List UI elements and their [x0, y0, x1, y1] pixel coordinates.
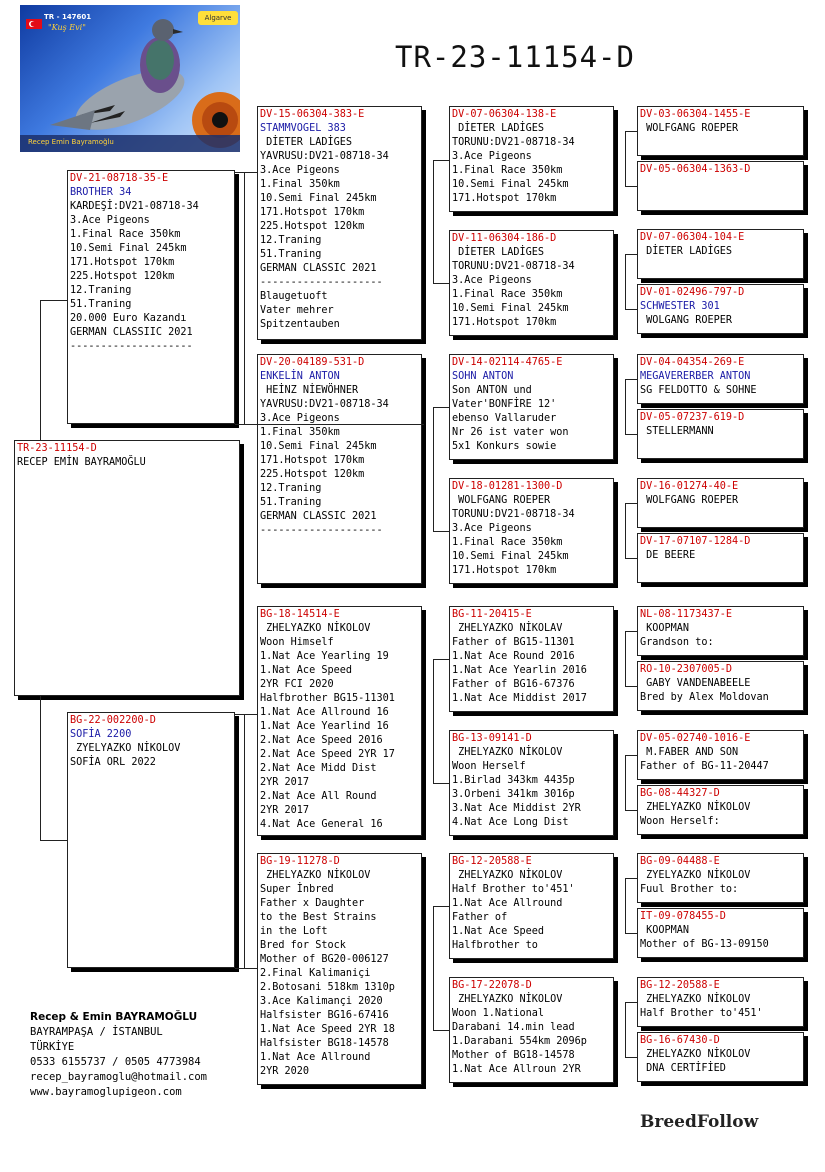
logo-band-text: TR - 147601 — [44, 13, 92, 21]
info-line: ZHELYAZKO NİKOLAV — [452, 623, 563, 634]
info-line: 10.Semi Final 245km — [452, 179, 569, 190]
connector-line — [625, 755, 637, 756]
info-line: ZYELYAZKO NİKOLOV — [640, 870, 751, 881]
info-line: 171.Hotspot 170km — [70, 257, 175, 268]
info-line: DNA CERTİFİED — [640, 1063, 726, 1074]
brand-label: BreedFollow — [640, 1112, 759, 1132]
info-line: Woon Herself: — [640, 816, 720, 827]
info-line: 1.Nat Ace Yearling 19 — [260, 651, 389, 662]
ring-number: DV-16-01274-40-E — [640, 481, 739, 492]
ring-number: BG-11-20415-E — [452, 609, 532, 620]
pedigree-box-gg-grandparent[interactable] — [637, 354, 804, 404]
info-line: 2YR 2017 — [260, 805, 310, 816]
info-line: 4.Nat Ace Long Dist — [452, 817, 569, 828]
pigeon-name: ENKELİN ANTON — [260, 371, 340, 382]
info-line: 1.Nat Ace Allround — [260, 1052, 371, 1063]
info-line: Vater mehrer — [260, 305, 334, 316]
info-line: 10.Semi Final 245km — [452, 551, 569, 562]
connector-line — [625, 558, 637, 559]
pedigree-box-dam[interactable] — [67, 712, 235, 968]
info-line: Halfbrother to — [452, 940, 538, 951]
info-line: Halfbrother BG15-11301 — [260, 693, 395, 704]
pedigree-box-gg-grandparent[interactable] — [637, 908, 804, 958]
info-line: 1.Nat Ace Allround — [452, 898, 563, 909]
info-line: 3.Ace Pigeons — [260, 165, 340, 176]
info-line: ebenso Vallaruder — [452, 413, 557, 424]
info-line: 1.Nat Ace Yearlind 16 — [260, 721, 389, 732]
connector-line — [40, 300, 67, 301]
info-line: GERMAN CLASSIC 2021 — [260, 511, 377, 522]
ring-number: RO-10-2307005-D — [640, 664, 733, 675]
info-line: 225.Hotspot 120km — [260, 469, 365, 480]
info-line: 1.Nat Ace Speed 2YR 18 — [260, 1024, 395, 1035]
info-line: ZHELYAZKO NİKOLOV — [260, 623, 371, 634]
info-line: 2YR FCI 2020 — [260, 679, 334, 690]
info-line: TORUNU:DV21-08718-34 — [452, 137, 575, 148]
info-line: -------------------- — [260, 277, 383, 288]
pedigree-box-sire[interactable] — [67, 170, 235, 424]
info-line: 3.Ace Kalimançi 2020 — [260, 996, 383, 1007]
info-line: 1.Darabani 554km 2096p — [452, 1036, 587, 1047]
info-line: 12.Traning — [260, 483, 322, 494]
info-line: Super İnbred — [260, 884, 334, 895]
ring-number: BG-22-002200-D — [70, 715, 156, 726]
info-line: 1.Nat Ace Speed — [260, 665, 353, 676]
info-line: Grandson to: — [640, 637, 714, 648]
connector-line — [625, 1002, 637, 1003]
info-line: DİETER LADİGES — [260, 137, 353, 148]
info-line: DİETER LADİGES — [452, 123, 545, 134]
pedigree-box-gg-grandparent[interactable] — [637, 1032, 804, 1082]
info-line: 3.Nat Ace Middist 2YR — [452, 803, 581, 814]
info-line: TORUNU:DV21-08718-34 — [452, 509, 575, 520]
info-line: Mother of BG20-006127 — [260, 954, 389, 965]
info-line: Fuul Brother to: — [640, 884, 739, 895]
connector-line — [625, 131, 626, 186]
pedigree-box-great-grandparent[interactable] — [449, 606, 614, 712]
pedigree-box-gg-grandparent[interactable] — [637, 977, 804, 1027]
pedigree-box-gg-grandparent[interactable] — [637, 785, 804, 835]
connector-line — [433, 659, 449, 660]
info-line: Woon Herself — [452, 761, 526, 772]
pigeon-name: SOFİA 2200 — [70, 729, 132, 740]
info-line: TORUNU:DV21-08718-34 — [452, 261, 575, 272]
ring-number: BG-16-67430-D — [640, 1035, 720, 1046]
owner-name: Recep & Emin BAYRAMOĞLU — [30, 1011, 198, 1023]
pedigree-box-gg-grandparent[interactable] — [637, 106, 804, 156]
info-line: 171.Hotspot 170km — [260, 207, 365, 218]
info-line: 1.Final 350km — [260, 179, 340, 190]
info-line: STELLERMANN — [640, 426, 714, 437]
info-line: 20.000 Euro Kazandı — [70, 313, 187, 324]
info-line: 1.Nat Ace Allroun 2YR — [452, 1064, 581, 1075]
ring-number: BG-19-11278-D — [260, 856, 340, 867]
connector-line — [625, 434, 637, 435]
connector-line — [433, 906, 449, 907]
pedigree-box-great-grandparent[interactable] — [449, 730, 614, 836]
pedigree-box-great-grandparent[interactable] — [449, 478, 614, 584]
info-line: 51.Traning — [70, 299, 132, 310]
info-line: 10.Semi Final 245km — [70, 243, 187, 254]
info-line: GABY VANDENABEELE — [640, 678, 751, 689]
ring-number: DV-15-06304-383-E — [260, 109, 365, 120]
pedigree-box-gg-grandparent[interactable] — [637, 229, 804, 279]
connector-line — [625, 254, 637, 255]
info-line: ZHELYAZKO NİKOLOV — [640, 802, 751, 813]
info-line: GERMAN CLASSIIC 2021 — [70, 327, 193, 338]
pedigree-box-grandparent[interactable] — [257, 354, 422, 584]
owner-contact — [30, 1010, 207, 1100]
pedigree-box-great-grandparent[interactable] — [449, 853, 614, 959]
info-line: 171.Hotspot 170km — [452, 193, 557, 204]
connector-line — [40, 696, 41, 840]
ring-number: DV-18-01281-1300-D — [452, 481, 563, 492]
ring-number: NL-08-1173437-E — [640, 609, 733, 620]
owner-city: BAYRAMPAŞA / İSTANBUL — [30, 1026, 163, 1038]
info-line: YAVRUSU:DV21-08718-34 — [260, 399, 389, 410]
connector-line — [433, 659, 434, 783]
info-line: ZHELYAZKO NİKOLOV — [452, 994, 563, 1005]
ring-number: DV-01-02496-797-D — [640, 287, 745, 298]
pedigree-box-great-grandparent[interactable] — [449, 230, 614, 336]
ring-number: IT-09-078455-D — [640, 911, 726, 922]
info-line: 225.Hotspot 120km — [70, 271, 175, 282]
info-line: Father of — [452, 912, 508, 923]
pedigree-box-gg-grandparent[interactable] — [637, 409, 804, 459]
connector-line — [433, 906, 434, 1030]
info-line: 2.Nat Ace Speed 2016 — [260, 735, 383, 746]
connector-line — [433, 160, 434, 283]
ring-number: BG-12-20588-E — [640, 980, 720, 991]
info-line: SOFİA ORL 2022 — [70, 757, 156, 768]
ring-number: BG-18-14514-E — [260, 609, 340, 620]
info-line: ZHELYAZKO NİKOLOV — [640, 1049, 751, 1060]
info-line: Mother of BG18-14578 — [452, 1050, 575, 1061]
pedigree-box-gg-grandparent[interactable] — [637, 284, 804, 334]
info-line: -------------------- — [260, 525, 383, 536]
connector-line — [625, 933, 637, 934]
info-line: 1.Birlad 343km 4435p — [452, 775, 575, 786]
ring-number: DV-07-06304-138-E — [452, 109, 557, 120]
info-line: -------------------- — [70, 341, 193, 352]
info-line: ZHELYAZKO NİKOLOV — [260, 870, 371, 881]
info-line: ZYELYAZKO NİKOLOV — [70, 743, 181, 754]
pedigree-box-gg-grandparent[interactable] — [637, 478, 804, 528]
pedigree-box-grandparent[interactable] — [257, 853, 422, 1085]
info-line: 1.Final Race 350km — [70, 229, 181, 240]
ring-number: BG-08-44327-D — [640, 788, 720, 799]
ring-number: DV-17-07107-1284-D — [640, 536, 751, 547]
connector-line — [235, 172, 257, 173]
ring-number: DV-04-04354-269-E — [640, 357, 745, 368]
info-line: 1.Nat Ace Round 2016 — [452, 651, 575, 662]
connector-line — [433, 531, 449, 532]
pigeon-name: SOHN ANTON — [452, 371, 514, 382]
info-line: 3.Ace Pigeons — [452, 151, 532, 162]
connector-line — [625, 131, 637, 132]
connector-line — [433, 1030, 449, 1031]
ring-number: DV-11-06304-186-D — [452, 233, 557, 244]
page-title: TR-23-11154-D — [395, 40, 635, 74]
pedigree-box-grandparent[interactable] — [257, 606, 422, 836]
owner-country: TÜRKİYE — [30, 1041, 75, 1053]
connector-line — [235, 968, 257, 969]
connector-line — [625, 755, 626, 810]
pedigree-box-great-grandparent[interactable] — [449, 977, 614, 1083]
connector-line — [625, 379, 637, 380]
info-line: to the Best Strains — [260, 912, 377, 923]
info-line: 51.Traning — [260, 497, 322, 508]
info-line: RECEP EMİN BAYRAMOĞLU — [17, 457, 146, 468]
info-line: 1.Nat Ace Speed — [452, 926, 545, 937]
info-line: 2.Nat Ace Midd Dist — [260, 763, 377, 774]
pedigree-box-great-grandparent[interactable] — [449, 354, 614, 460]
info-line: 10.Semi Final 245km — [260, 193, 377, 204]
info-line: ZHELYAZKO NİKOLOV — [640, 994, 751, 1005]
info-line: HEİNZ NİEWÖHNER — [260, 385, 359, 396]
connector-line — [433, 783, 449, 784]
info-line: 12.Traning — [70, 285, 132, 296]
connector-line — [244, 714, 245, 968]
info-line: 51.Traning — [260, 249, 322, 260]
info-line: Half Brother to'451' — [640, 1008, 763, 1019]
info-line: Nr 26 ist vater won — [452, 427, 569, 438]
info-line: 225.Hotspot 120km — [260, 221, 365, 232]
info-line: 3.Ace Pigeons — [452, 275, 532, 286]
connector-line — [625, 810, 637, 811]
pigeon-name: STAMMVOGEL 383 — [260, 123, 346, 134]
ring-number: BG-17-22078-D — [452, 980, 532, 991]
info-line: KOOPMAN — [640, 925, 690, 936]
info-line: 1.Nat Ace Allround 16 — [260, 707, 389, 718]
info-line: Vater'BONFİRE 12' — [452, 399, 557, 410]
info-line: 4.Nat Ace General 16 — [260, 819, 383, 830]
ring-number: BG-12-20588-E — [452, 856, 532, 867]
connector-line — [433, 283, 449, 284]
info-line: 3.Ace Pigeons — [452, 523, 532, 534]
logo-region-badge: Algarve — [198, 11, 238, 25]
connector-line — [625, 878, 637, 879]
ring-number: DV-07-06304-104-E — [640, 232, 745, 243]
info-line: 171.Hotspot 170km — [452, 317, 557, 328]
ring-number: DV-05-02740-1016-E — [640, 733, 751, 744]
info-line: 2YR 2017 — [260, 777, 310, 788]
info-line: 2.Nat Ace All Round — [260, 791, 377, 802]
info-line: KOOPMAN — [640, 623, 690, 634]
info-line: Halfsister BG18-14578 — [260, 1038, 389, 1049]
connector-line — [625, 878, 626, 933]
connector-line — [625, 1057, 637, 1058]
info-line: Mother of BG-13-09150 — [640, 939, 769, 950]
info-line: 2YR 2020 — [260, 1066, 310, 1077]
info-line: 171.Hotspot 170km — [260, 455, 365, 466]
connector-line — [433, 160, 449, 161]
connector-line — [625, 503, 637, 504]
pedigree-box-grandparent[interactable] — [257, 106, 422, 340]
owner-phone: 0533 6155737 / 0505 4773984 — [30, 1056, 201, 1068]
info-line: Bred for Stock — [260, 940, 346, 951]
loft-logo — [20, 5, 240, 152]
info-line: ZHELYAZKO NİKOLOV — [452, 870, 563, 881]
ring-number: DV-21-08718-35-E — [70, 173, 169, 184]
info-line: Father x Daughter — [260, 898, 365, 909]
info-line: WOLFGANG ROEPER — [452, 495, 551, 506]
ring-number: DV-05-06304-1363-D — [640, 164, 751, 175]
connector-line — [40, 300, 41, 440]
info-line: YAVRUSU:DV21-08718-34 — [260, 151, 389, 162]
ring-number: DV-05-07237-619-D — [640, 412, 745, 423]
info-line: Father of BG16-67376 — [452, 679, 575, 690]
info-line: Bred by Alex Moldovan — [640, 692, 769, 703]
info-line: Blaugetuoft — [260, 291, 328, 302]
info-line: 3.Ace Pigeons — [260, 413, 340, 424]
info-line: Darabani 14.min lead — [452, 1022, 575, 1033]
info-line: Spitzentauben — [260, 319, 340, 330]
info-line: Woon Himself — [260, 637, 334, 648]
info-line: SG FELDOTTO & SOHNE — [640, 385, 757, 396]
connector-line — [625, 631, 637, 632]
ring-number: DV-14-02114-4765-E — [452, 357, 563, 368]
info-line: WOLFGANG ROEPER — [640, 123, 739, 134]
connector-line — [235, 424, 424, 425]
info-line: 1.Final 350km — [260, 427, 340, 438]
info-line: 1.Nat Ace Yearlin 2016 — [452, 665, 587, 676]
info-line: in the Loft — [260, 926, 328, 937]
connector-line — [625, 186, 637, 187]
info-line: KARDEŞİ:DV21-08718-34 — [70, 201, 199, 212]
info-line: Half Brother to'451' — [452, 884, 575, 895]
info-line: 1.Nat Ace Middist 2017 — [452, 693, 587, 704]
info-line: Woon 1.National — [452, 1008, 545, 1019]
pedigree-box-great-grandparent[interactable] — [449, 106, 614, 212]
info-line: DE BEERE — [640, 550, 696, 561]
info-line: ZHELYAZKO NİKOLOV — [452, 747, 563, 758]
info-line: 171.Hotspot 170km — [452, 565, 557, 576]
connector-line — [625, 503, 626, 558]
info-line: 2.Botosani 518km 1310p — [260, 982, 395, 993]
pigeon-name: SCHWESTER 301 — [640, 301, 720, 312]
ring-number: DV-20-04189-531-D — [260, 357, 365, 368]
info-line: 1.Final Race 350km — [452, 289, 563, 300]
info-line: GERMAN CLASSIC 2021 — [260, 263, 377, 274]
info-line: 2.Nat Ace Speed 2YR 17 — [260, 749, 395, 760]
connector-line — [625, 686, 637, 687]
info-line: Father of BG-11-20447 — [640, 761, 769, 772]
ring-number: TR-23-11154-D — [17, 443, 97, 454]
logo-bottom-text: Recep Emin Bayramoğlu — [28, 138, 114, 146]
ring-number: BG-13-09141-D — [452, 733, 532, 744]
connector-line — [244, 172, 245, 424]
connector-line — [235, 714, 257, 715]
info-line: WOLGANG ROEPER — [640, 315, 733, 326]
owner-email[interactable]: recep_bayramoglu@hotmail.com — [30, 1071, 208, 1083]
connector-line — [625, 254, 626, 309]
connector-line — [625, 309, 637, 310]
info-line: Father of BG15-11301 — [452, 637, 575, 648]
info-line: 10.Semi Final 245km — [452, 303, 569, 314]
info-line: 3.Ace Pigeons — [70, 215, 150, 226]
info-line: 10.Semi Final 245km — [260, 441, 377, 452]
pedigree-box-gg-grandparent[interactable] — [637, 661, 804, 711]
info-line: 5x1 Konkurs sowie — [452, 441, 557, 452]
info-line: 3.Orbeni 341km 3016p — [452, 789, 575, 800]
connector-line — [433, 407, 449, 408]
pigeon-name: MEGAVERERBER ANTON — [640, 371, 751, 382]
info-line: 2.Final Kalimaniçi — [260, 968, 371, 979]
connector-line — [625, 1002, 626, 1057]
connector-line — [40, 840, 67, 841]
info-line: Son ANTON und — [452, 385, 532, 396]
pedigree-box-subject[interactable] — [14, 440, 240, 696]
info-line: WOLFGANG ROEPER — [640, 495, 739, 506]
owner-website[interactable]: www.bayramoglupigeon.com — [30, 1086, 182, 1098]
pedigree-box-gg-grandparent[interactable] — [637, 853, 804, 903]
info-line: 1.Final Race 350km — [452, 165, 563, 176]
info-line: DİETER LADİGES — [452, 247, 545, 258]
pedigree-box-gg-grandparent[interactable] — [637, 161, 804, 211]
info-line: Halfsister BG16-67416 — [260, 1010, 389, 1021]
logo-script-text: "Kuş Evi" — [48, 23, 86, 32]
info-line: 12.Traning — [260, 235, 322, 246]
connector-line — [625, 379, 626, 434]
pedigree-box-gg-grandparent[interactable] — [637, 730, 804, 780]
info-line: DİETER LADİGES — [640, 246, 733, 257]
pedigree-box-gg-grandparent[interactable] — [637, 606, 804, 656]
pigeon-name: BROTHER 34 — [70, 187, 132, 198]
info-line: M.FABER AND SON — [640, 747, 739, 758]
info-line: 1.Final Race 350km — [452, 537, 563, 548]
connector-line — [625, 631, 626, 686]
pedigree-box-gg-grandparent[interactable] — [637, 533, 804, 583]
ring-number: DV-03-06304-1455-E — [640, 109, 751, 120]
ring-number: BG-09-04488-E — [640, 856, 720, 867]
connector-line — [433, 407, 434, 531]
